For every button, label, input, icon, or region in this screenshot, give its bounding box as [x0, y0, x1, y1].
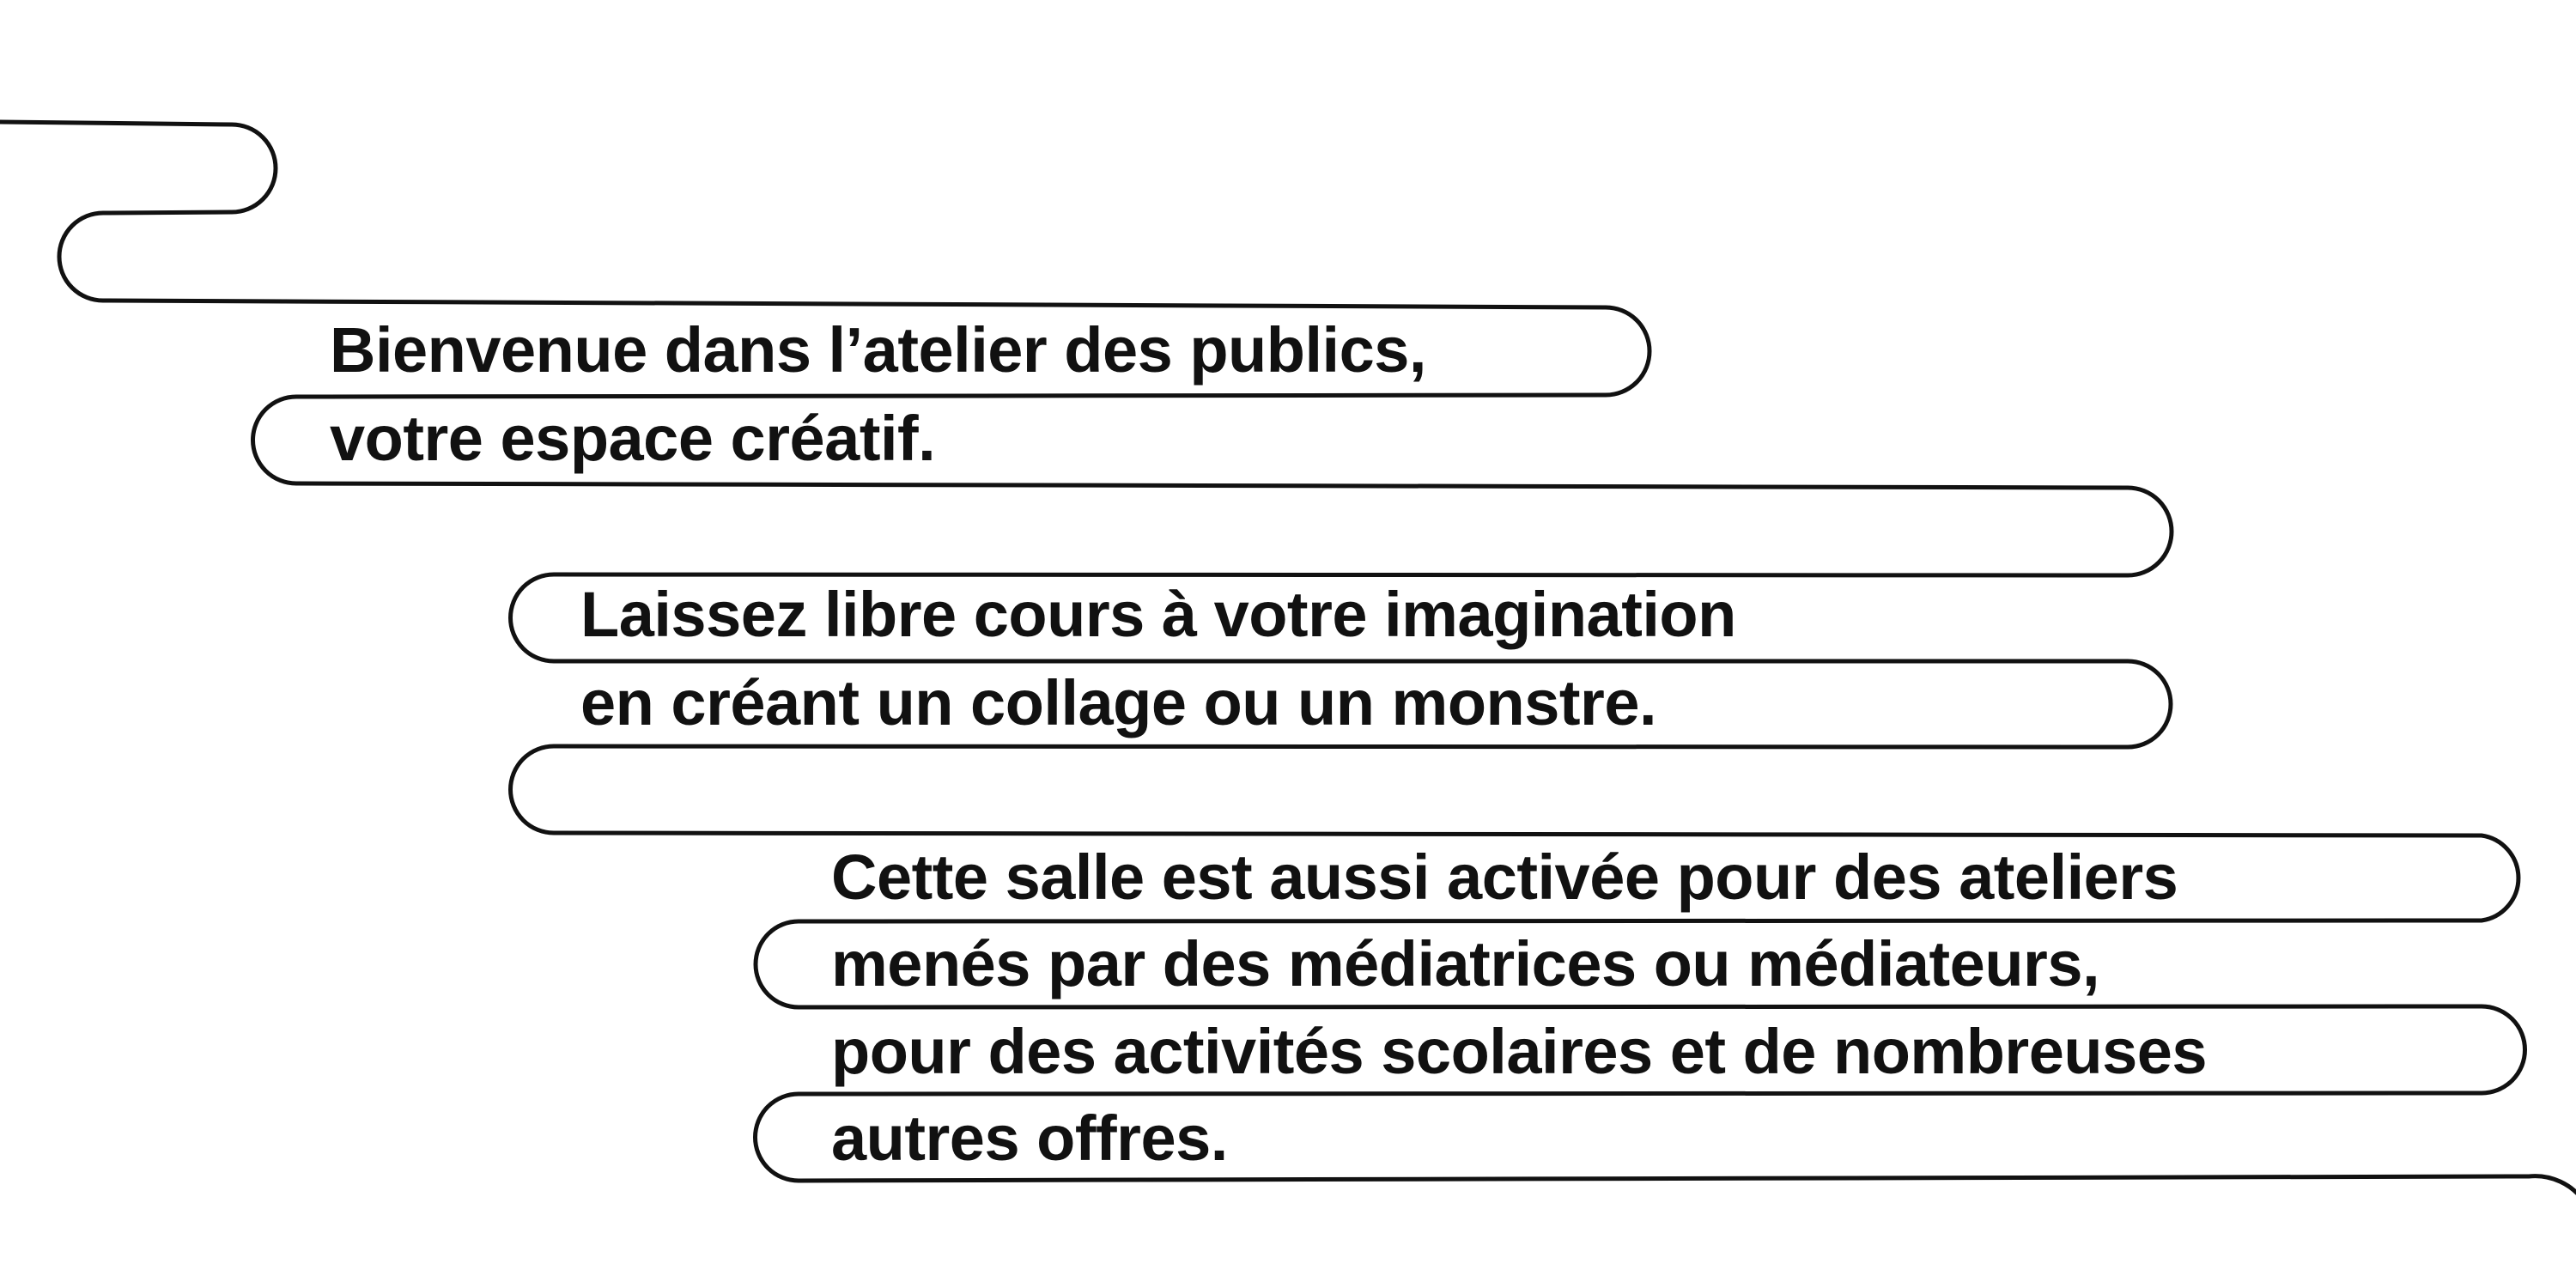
intro-line-2: votre espace créatif.: [330, 403, 936, 474]
intro-line-1: Bienvenue dans l’atelier des publics,: [330, 314, 1426, 386]
details-line-2: menés par des médiatrices ou médiateurs,: [831, 928, 2100, 999]
invitation-line-1: Laissez libre cours à votre imagination: [580, 579, 1736, 650]
details-line-3: pour des activités scolaires et de nombreuses: [831, 1016, 2208, 1087]
details-line-1: Cette salle est aussi activée pour des ateliers: [831, 841, 2178, 913]
details-line-4: autres offres.: [831, 1103, 1228, 1174]
invitation-line-2: en créant un collage ou un monstre.: [580, 667, 1657, 738]
